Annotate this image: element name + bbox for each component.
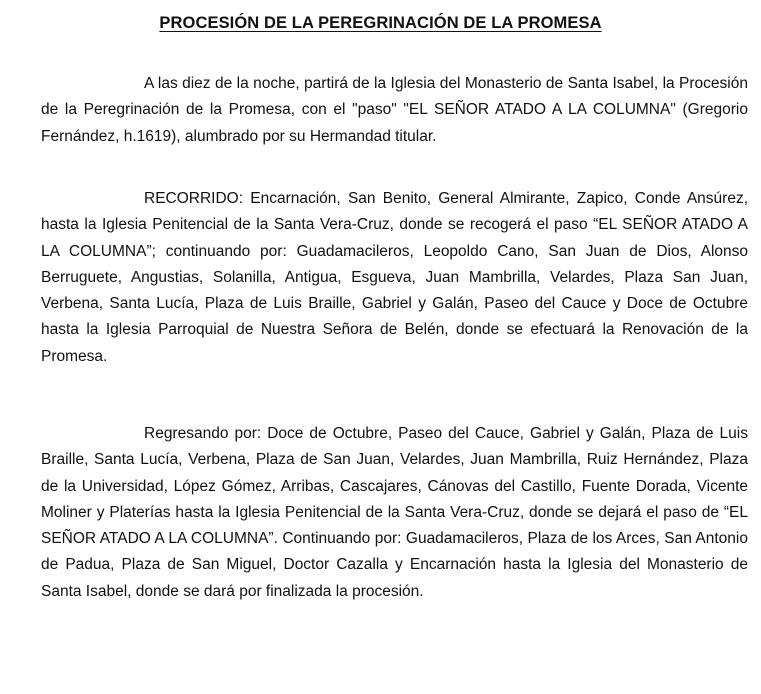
paragraph-intro: A las diez de la noche, partirá de la Iglesia del Monasterio de Santa Isabel, la Procesión de la Peregrinación de la Promesa, con el "paso" "EL SEÑOR ATADO A LA COLUMNA" (Gregorio Fernández, h.1619), alumbrado por su Hermandad titular. [41, 75, 748, 145]
paragraph-recorrido: RECORRIDO: Encarnación, San Benito, General Almirante, Zapico, Conde Ansúrez, hasta la Iglesia Penitencial de la Santa Vera-Cruz, donde se recogerá el paso “EL SEÑOR ATADO A LA COLUMNA”; continuando por: Guadamacileros, Leopoldo Cano, San Juan de Dios, Alonso Berruguete, Angustias, Solanilla, Antigua, Esgueva, Juan Mambrilla, Velardes, Plaza San Juan, Verbena, Santa Lucía, Plaza de Luis Braille, Gabriel y Galán, Paseo del Cauce y Doce de Octubre hasta la Iglesia Parroquial de Nuestra Señora de Belén, donde se efectuará la Renovación de la Promesa. [41, 190, 748, 365]
paragraph-regreso: Regresando por: Doce de Octubre, Paseo del Cauce, Gabriel y Galán, Plaza de Luis Braille, Santa Lucía, Verbena, Plaza de San Juan, Velardes, Juan Mambrilla, Ruiz Hernández, Plaza de la Universidad, López Gómez, Arribas, Cascajares, Cánovas del Castillo, Fuente Dorada, Vicente Moliner y Platerías hasta la Iglesia Penitencial de la Santa Vera-Cruz, donde se dejará el paso de “EL SEÑOR ATADO A LA COLUMNA”. Continuando por: Guadamacileros, Plaza de los Arces, San Antonio de Padua, Plaza de San Miguel, Doctor Cazalla y Encarnación hasta la Iglesia del Monasterio de Santa Isabel, donde se dará por finalizada la procesión. [41, 425, 748, 600]
document-title: PROCESIÓN DE LA PEREGRINACIÓN DE LA PROMESA [159, 14, 602, 32]
